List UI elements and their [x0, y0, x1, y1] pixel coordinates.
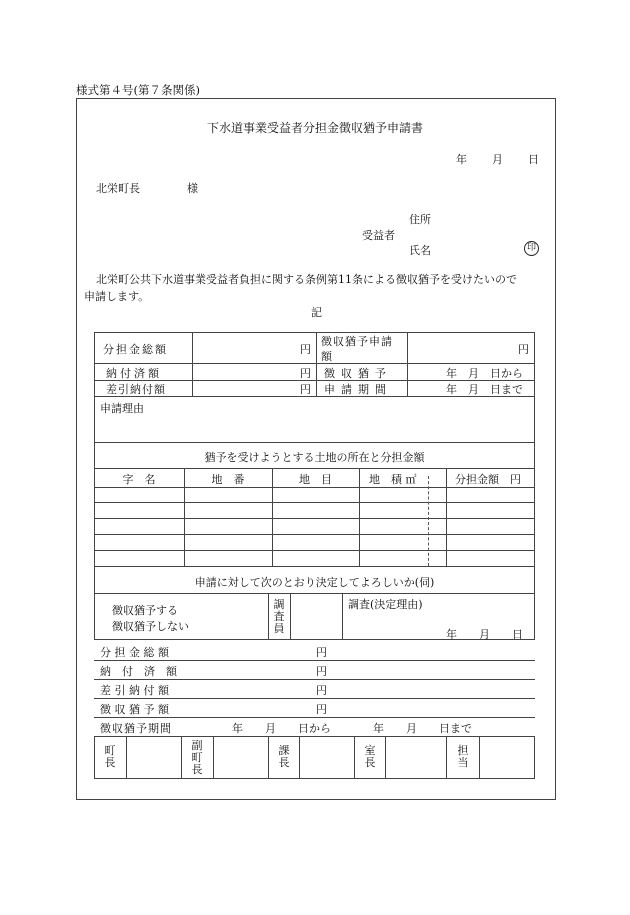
land-col-chimoku: 地 目 — [299, 473, 332, 486]
period-label: 申請期間 — [324, 383, 392, 396]
ki-heading: 記 — [311, 306, 322, 319]
defer-amount-label: 徴収猶予申請 — [321, 335, 393, 348]
body-text-line-2: 申請します。 — [84, 290, 150, 303]
amount-row-remaining-label: 差 引 納 付 額 — [100, 684, 169, 697]
decision-date: 年 月 日 — [446, 628, 523, 641]
reason-label: 申請理由 — [100, 402, 144, 415]
land-col-amount: 分担金額 円 — [455, 473, 521, 486]
amount-row-total-unit: 円 — [316, 646, 327, 659]
total-amount-label: 分担金総額 — [103, 343, 168, 356]
remaining-label: 差引納付額 — [106, 383, 166, 396]
addressee-name: 北栄町長 — [96, 182, 140, 195]
form-number: 様式第４号(第７条関係) — [76, 83, 200, 97]
remaining-unit: 円 — [300, 383, 311, 396]
body-text-line-1: 北栄町公共下水道事業受益者負担に関する条例第11条による徴収猶予を受けたいので — [96, 273, 517, 286]
amount-row-total-label: 分 担 金 総 額 — [100, 646, 169, 659]
paid-unit: 円 — [300, 367, 311, 380]
seal-icon: 印 — [524, 241, 539, 256]
decision-heading: 申請に対して次のとおり決定してよろしいか(伺) — [194, 576, 435, 589]
stamp-section-chief-label: 課長 — [278, 744, 290, 769]
defer-label: 徴収猶予 — [324, 367, 392, 380]
defer-amount-unit: 円 — [518, 343, 529, 356]
inspector-label: 調査員 — [273, 598, 285, 635]
land-col-aza: 字 名 — [122, 473, 156, 486]
decision-reason-label: 調査(決定理由) — [348, 598, 423, 611]
period-value: 年 月 日まで — [446, 383, 523, 396]
defer-period-to: 年 月 日まで — [373, 722, 472, 735]
stamp-staff-label: 担当 — [457, 744, 469, 769]
land-col-chiban: 地 番 — [211, 473, 245, 486]
land-col-chiseki: 地 積 ㎡ — [369, 473, 417, 486]
total-amount-unit: 円 — [300, 343, 311, 356]
defer-amount-label-2: 額 — [321, 350, 332, 363]
amount-row-deferred-unit: 円 — [316, 703, 327, 716]
stamp-office-chief-label: 室長 — [364, 744, 376, 769]
land-table-heading: 猶予を受けようとする土地の所在と分担金額 — [204, 451, 425, 464]
page-title: 下水道事業受益者分担金徴収猶予申請書 — [206, 121, 423, 135]
date-day: 日 — [528, 153, 539, 166]
amount-row-deferred-label: 徴 収 猶 予 額 — [100, 703, 169, 716]
defer-value: 年 月 日から — [446, 367, 523, 380]
paid-label: 納付済額 — [106, 367, 162, 380]
defer-period-from: 年 月 日から — [232, 722, 331, 735]
applicant-label: 受益者 — [362, 229, 395, 242]
date-year: 年 — [456, 153, 467, 166]
addressee-honorific: 様 — [187, 182, 198, 195]
date-month: 月 — [492, 153, 503, 166]
amount-row-paid-unit: 円 — [316, 665, 327, 678]
defer-period-label: 徴収猶予期間 — [100, 722, 172, 735]
applicant-name-label: 氏名 — [409, 244, 431, 257]
stamp-deputy-mayor-label: 副町長 — [191, 739, 203, 776]
amount-row-paid-label: 納 付 済 額 — [100, 665, 177, 678]
decision-option-no-defer: 徴収猶予しない — [112, 620, 189, 633]
applicant-address-label: 住所 — [409, 213, 431, 226]
stamp-mayor-label: 町長 — [104, 744, 116, 769]
amount-row-remaining-unit: 円 — [316, 684, 327, 697]
decision-option-defer: 徴収猶予する — [112, 604, 178, 617]
